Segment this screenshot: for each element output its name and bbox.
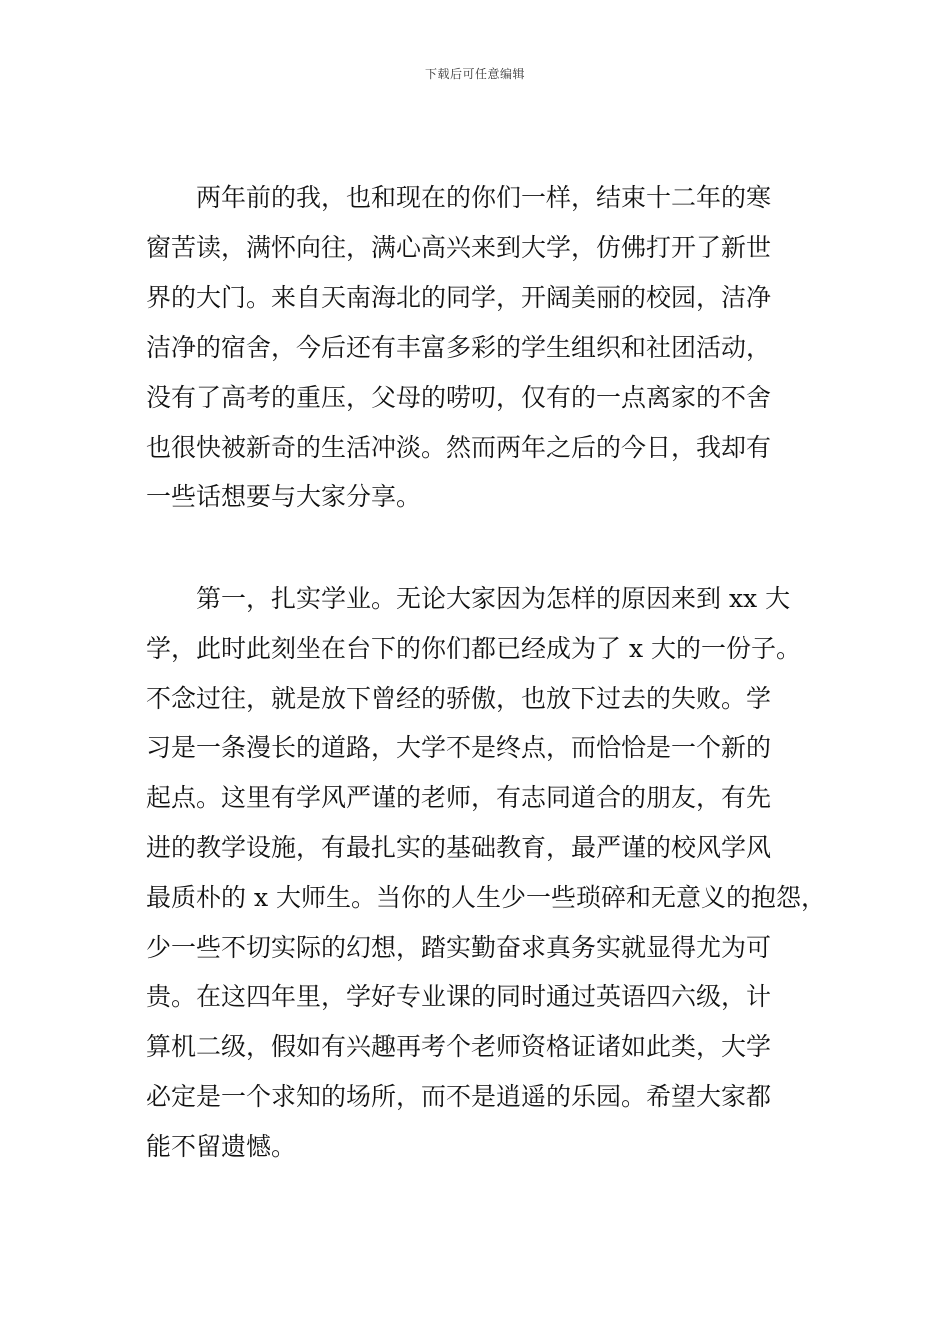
- paragraph-line: 窗苦读，满怀向往，满心高兴来到大学，仿佛打开了新世: [146, 233, 772, 262]
- paragraph-line: 两年前的我，也和现在的你们一样，结束十二年的寒: [196, 183, 772, 212]
- paragraph-line: 没有了高考的重压，父母的唠叨，仅有的一点离家的不舍: [146, 383, 772, 412]
- paragraph-line: 算机二级，假如有兴趣再考个老师资格证诸如此类，大学: [146, 1032, 772, 1061]
- header-note: 下载后可任意编辑: [424, 67, 525, 81]
- paragraph-line: 学，此时此刻坐在台下的你们都已经成为了 x 大的一份子。: [146, 634, 801, 663]
- paragraph-line: 习是一条漫长的道路，大学不是终点，而恰恰是一个新的: [146, 733, 772, 762]
- paragraph-line: 也很快被新奇的生活冲淡。然而两年之后的今日，我却有: [146, 433, 772, 462]
- paragraph-line: 最质朴的 x 大师生。当你的人生少一些琐碎和无意义的抱怨，: [146, 883, 826, 912]
- paragraph-line: 洁净的宿舍，今后还有丰富多彩的学生组织和社团活动，: [146, 333, 772, 362]
- paragraph-line: 少一些不切实际的幻想，踏实勤奋求真务实就显得尤为可: [146, 933, 772, 962]
- paragraph-line: 进的教学设施，有最扎实的基础教育，最严谨的校风学风: [146, 833, 772, 862]
- paragraph-line: 贵。在这四年里，学好专业课的同时通过英语四六级，计: [146, 982, 772, 1011]
- paragraph-line: 第一，扎实学业。无论大家因为怎样的原因来到 xx 大: [196, 584, 791, 613]
- paragraph-line: 界的大门。来自天南海北的同学，开阔美丽的校园，洁净: [146, 283, 772, 312]
- paragraph-line: 能不留遗憾。: [146, 1132, 297, 1161]
- paragraph-line: 一些话想要与大家分享。: [146, 482, 422, 511]
- paragraph-line: 不念过往，就是放下曾经的骄傲，也放下过去的失败。学: [146, 684, 772, 713]
- paragraph-line: 起点。这里有学风严谨的老师，有志同道合的朋友，有先: [146, 783, 772, 812]
- paragraph-line: 必定是一个求知的场所，而不是逍遥的乐园。希望大家都: [146, 1082, 772, 1111]
